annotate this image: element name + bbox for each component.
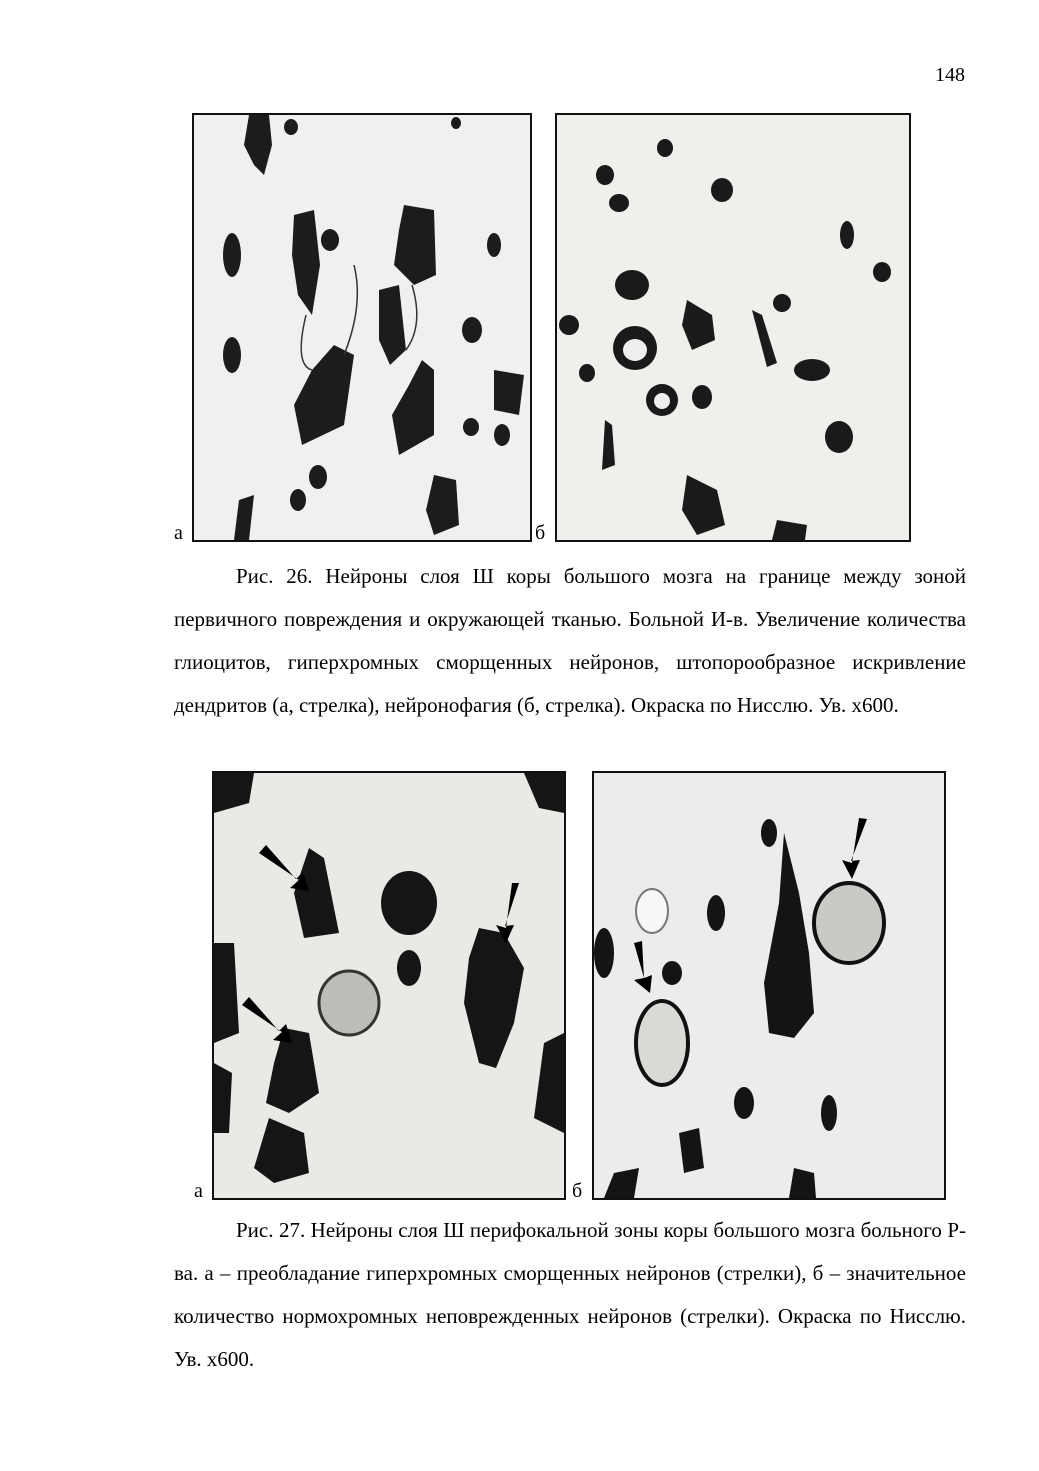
figure-26-caption-text: Рис. 26. Нейроны слоя Ш коры большого мозга на границе между зоной первичного повреждения и окружающей тканью. Больной И-в. Увеличение количества глиоцитов, гиперхромных сморщенных нейронов, штопорообразное искривление дендритов (а, стрелка), нейронофагия (б, стрелка). Окраска по Нисслю. Ув. х600.	[174, 564, 966, 717]
figure-26-caption	[174, 555, 966, 770]
figure-27-panel-a-micrograph	[212, 771, 566, 1200]
figure-27-caption-text: Рис. 27. Нейроны слоя Ш перифокальной зоны коры большого мозга больного Р-ва. а – преобладание гиперхромных сморщенных нейронов (стрелки), б – значительное количество нормохромных неповрежденных нейронов (стрелки). Окраска по Нисслю. Ув. х600.	[174, 1218, 966, 1371]
figure-27-panel-a-label: а	[194, 1180, 203, 1202]
figure-26-panel-b-label: б	[535, 522, 546, 544]
figure-26-panel-a-micrograph	[192, 113, 532, 542]
figure-27-panel-b-label: б	[572, 1180, 583, 1202]
figure-26-panel-a-label: а	[174, 522, 183, 544]
figure-26-panel-b-micrograph	[555, 113, 911, 542]
page-number: 148	[935, 64, 965, 86]
figure-27-panel-b-micrograph	[592, 771, 946, 1200]
figure-27-caption	[174, 1209, 966, 1381]
